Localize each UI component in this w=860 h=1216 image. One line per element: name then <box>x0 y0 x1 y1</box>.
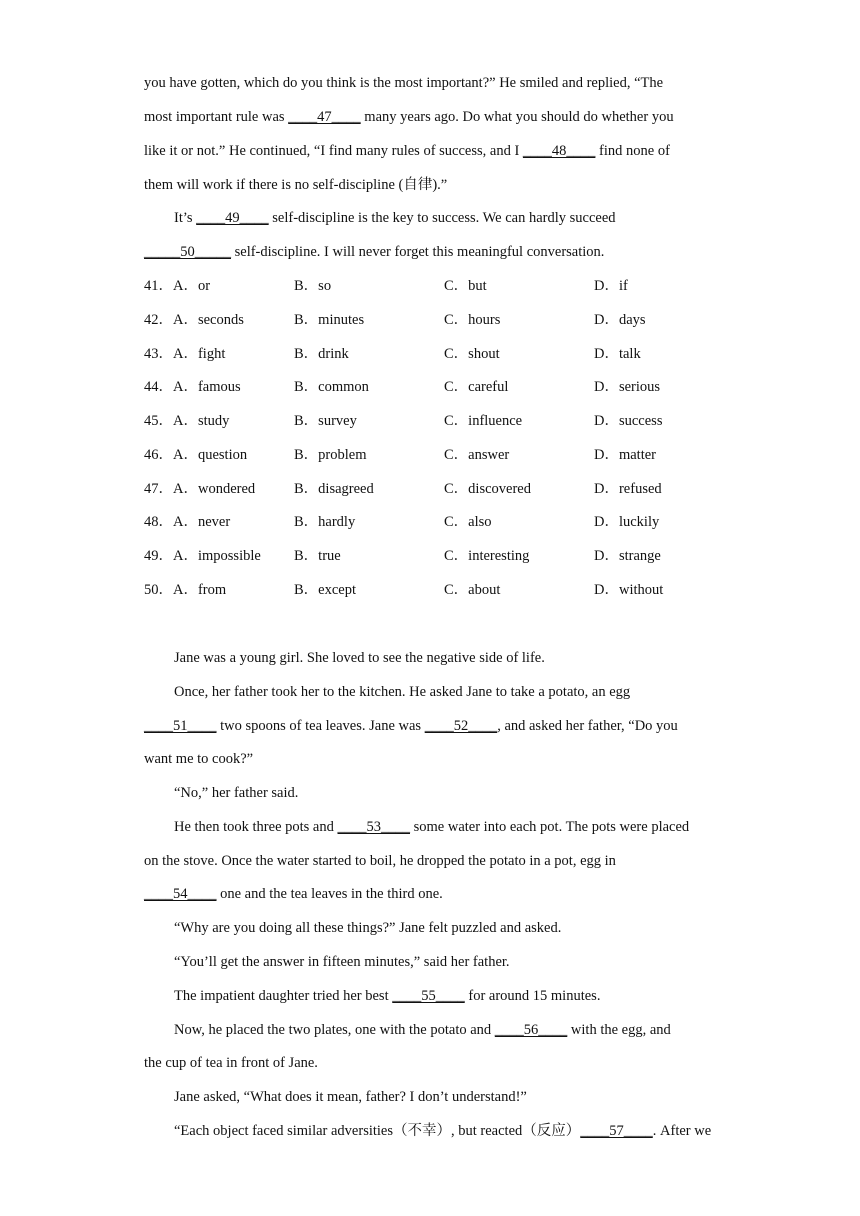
passage2-line-15 <box>174 1121 754 1141</box>
question-43-options <box>144 344 724 364</box>
text: self-discipline. I will never forget this meaningful conversation. <box>231 244 605 260</box>
option-a: 47．A．wondered <box>144 481 256 497</box>
option-d: D．success <box>594 413 663 429</box>
option-a: 48．A．never <box>144 514 231 530</box>
blank-56: ____56____ <box>494 1022 568 1038</box>
text: , and asked her father, “Do you <box>497 718 678 734</box>
option-c: C．influence <box>444 413 523 429</box>
option-a: 46．A．question <box>144 447 248 463</box>
blank-54: ____54____ <box>144 886 217 902</box>
option-a: 41．A．or <box>144 278 211 294</box>
option-c: C．about <box>444 582 501 598</box>
blank-55: ____55____ <box>392 988 465 1004</box>
text: some water into each pot. The pots were placed <box>410 819 690 835</box>
passage2-line-3 <box>144 716 724 736</box>
option-d: D．talk <box>594 346 641 362</box>
question-44-options <box>144 377 724 397</box>
passage2-line-10: “You’ll get the answer in fifteen minutes,” said her father. <box>174 954 510 970</box>
option-b: B．survey <box>294 413 357 429</box>
option-a: 44．A．famous <box>144 379 241 395</box>
option-c: C．hours <box>444 312 501 328</box>
blank-47: ____47____ <box>288 109 361 125</box>
option-a: 43．A．fight <box>144 346 226 362</box>
option-c: C．answer <box>444 447 510 463</box>
text: “Each object faced similar adversities（不幸）, but reacted（反应） <box>174 1123 581 1139</box>
option-b: B．common <box>294 379 369 395</box>
question-42-options <box>144 310 724 330</box>
passage2-line-12 <box>174 1020 754 1040</box>
passage1-line-4: them will work if there is no self-discipline (自律).” <box>144 177 448 193</box>
option-d: D．refused <box>594 481 662 497</box>
blank-48: ____48____ <box>522 143 596 159</box>
option-d: D．matter <box>594 447 657 463</box>
question-50-options <box>144 580 724 600</box>
text: for around 15 minutes. <box>464 988 601 1004</box>
passage1-line-5 <box>174 208 754 228</box>
question-41-options <box>144 276 724 296</box>
option-d: D．if <box>594 278 628 294</box>
passage1-line-1: you have gotten, which do you think is the most important?” He smiled and replied, “The <box>144 75 664 91</box>
option-a: 49．A．impossible <box>144 548 261 564</box>
text: find none of <box>595 143 670 159</box>
blank-53: ____53____ <box>337 819 410 835</box>
passage2-line-2: Once, her father took her to the kitchen. He asked Jane to take a potato, an egg <box>174 684 631 700</box>
text: most important rule was <box>144 109 289 125</box>
passage2-line-4: want me to cook?” <box>144 751 254 767</box>
text: . After we <box>652 1123 712 1139</box>
text: one and the tea leaves in the third one. <box>216 886 443 902</box>
option-a: 45．A．study <box>144 413 230 429</box>
question-48-options <box>144 512 724 532</box>
blank-57: ____57____ <box>580 1123 653 1139</box>
option-d: D．strange <box>594 548 661 564</box>
option-d: D．serious <box>594 379 661 395</box>
option-a: 50．A．from <box>144 582 227 598</box>
option-c: C．careful <box>444 379 509 395</box>
option-b: B．problem <box>294 447 367 463</box>
question-47-options <box>144 479 724 499</box>
passage2-line-8 <box>144 884 724 904</box>
option-c: C．shout <box>444 346 500 362</box>
passage2-line-14: Jane asked, “What does it mean, father? I don’t understand!” <box>174 1089 527 1105</box>
text: The impatient daughter tried her best <box>174 988 393 1004</box>
blank-52: ____52____ <box>424 718 498 734</box>
text: Now, he placed the two plates, one with the potato and <box>174 1022 495 1038</box>
passage1-line-2 <box>144 107 724 127</box>
passage2-line-11 <box>174 986 754 1006</box>
text: like it or not.” He continued, “I find many rules of success, and I <box>144 143 523 159</box>
option-c: C．discovered <box>444 481 531 497</box>
passage1-line-3 <box>144 141 724 161</box>
option-a: 42．A．seconds <box>144 312 244 328</box>
text: with the egg, and <box>567 1022 671 1038</box>
option-b: B．hardly <box>294 514 356 530</box>
passage2-line-5: “No,” her father said. <box>174 785 299 801</box>
option-b: B．disagreed <box>294 481 374 497</box>
passage2-line-7: on the stove. Once the water started to boil, he dropped the potato in a pot, egg in <box>144 853 616 869</box>
option-d: D．luckily <box>594 514 660 530</box>
text: self-discipline is the key to success. We can hardly succeed <box>268 210 616 226</box>
option-b: B．drink <box>294 346 349 362</box>
option-b: B．true <box>294 548 341 564</box>
blank-50: _____50_____ <box>144 244 231 260</box>
blank-51: ____51____ <box>144 718 217 734</box>
passage1-line-6 <box>144 242 724 262</box>
question-45-options <box>144 411 724 431</box>
passage2-paragraph-1: Jane was a young girl. She loved to see the negative side of life. <box>174 650 545 666</box>
passage2-line-9: “Why are you doing all these things?” Jane felt puzzled and asked. <box>174 920 562 936</box>
option-b: B．so <box>294 278 332 294</box>
option-d: D．without <box>594 582 664 598</box>
option-c: C．also <box>444 514 492 530</box>
option-d: D．days <box>594 312 646 328</box>
text: many years ago. Do what you should do whether you <box>360 109 674 125</box>
option-b: B．except <box>294 582 357 598</box>
passage2-line-13: the cup of tea in front of Jane. <box>144 1055 318 1071</box>
text: two spoons of tea leaves. Jane was <box>216 718 425 734</box>
question-49-options <box>144 546 724 566</box>
option-b: B．minutes <box>294 312 365 328</box>
blank-49: ____49____ <box>196 210 269 226</box>
passage2-line-6 <box>174 817 754 837</box>
option-c: C．interesting <box>444 548 530 564</box>
question-46-options <box>144 445 724 465</box>
option-c: C．but <box>444 278 487 294</box>
text: It’s <box>174 210 197 226</box>
text: He then took three pots and <box>174 819 338 835</box>
